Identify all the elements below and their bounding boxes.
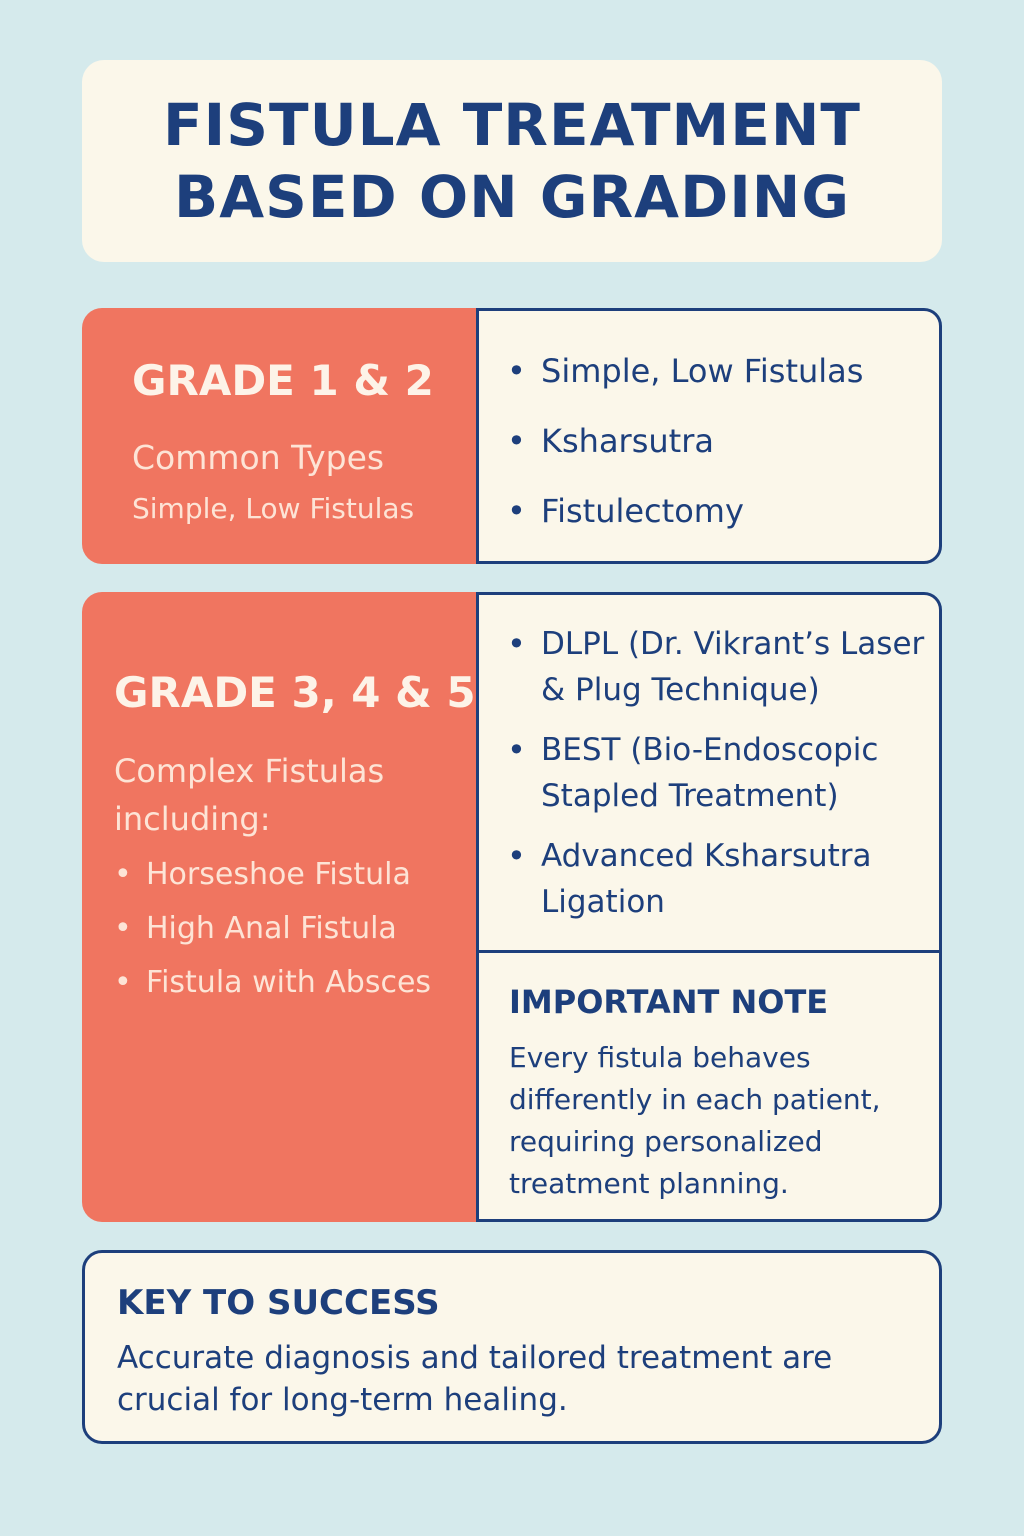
list-item: • Horseshoe Fistula <box>114 848 431 902</box>
grade-1-2-row <box>82 308 942 564</box>
grade-1-2-treatments-panel <box>476 308 942 564</box>
list-item: • High Anal Fistula <box>114 902 431 956</box>
list-item: • Fistulectomy <box>507 489 927 533</box>
key-to-success-title: KEY TO SUCCESS <box>117 1283 440 1323</box>
grade-3-4-5-type-list <box>114 848 431 1010</box>
list-item: • Advanced Ksharsutra Ligation <box>507 833 927 925</box>
list-item: • DLPL (Dr. Vikrant’s Laser & Plug Technique) <box>507 621 927 713</box>
key-to-success-text: Accurate diagnosis and tailored treatment are crucial for long-term healing. <box>117 1340 833 1418</box>
list-item: • Ksharsutra <box>507 419 927 463</box>
grade-3-4-5-panel <box>82 592 478 1222</box>
grade-1-2-treatment-list <box>507 349 927 559</box>
page-title-line-1: FISTULA TREATMENT <box>163 91 861 159</box>
treatments-section <box>479 595 939 953</box>
key-to-success-card <box>82 1250 942 1444</box>
grade-3-4-5-title: GRADE 3, 4 & 5 <box>114 668 476 717</box>
grade-1-2-title: GRADE 1 & 2 <box>132 356 434 405</box>
grade-1-2-types: Simple, Low Fistulas <box>132 492 415 525</box>
title-card <box>82 60 942 262</box>
important-note-title: IMPORTANT NOTE <box>509 983 829 1021</box>
list-item: • Fistula with Absces <box>114 956 431 1010</box>
grade-3-4-5-treatment-list <box>507 621 927 939</box>
grade-1-2-panel <box>82 308 478 564</box>
grade-3-4-5-row <box>82 592 942 1222</box>
important-note-text: Every fistula behaves differently in each patient, requiring personalized treatment planning. <box>509 1041 881 1200</box>
grade-1-2-subtitle: Common Types <box>132 438 385 477</box>
grade-3-4-5-treatments-panel <box>476 592 942 1222</box>
list-item: • Simple, Low Fistulas <box>507 349 927 393</box>
list-item: • BEST (Bio-Endoscopic Stapled Treatment) <box>507 727 927 819</box>
page-title-line-2: BASED ON GRADING <box>174 163 850 231</box>
grade-3-4-5-subtitle: Complex Fistulas including: <box>114 752 385 838</box>
